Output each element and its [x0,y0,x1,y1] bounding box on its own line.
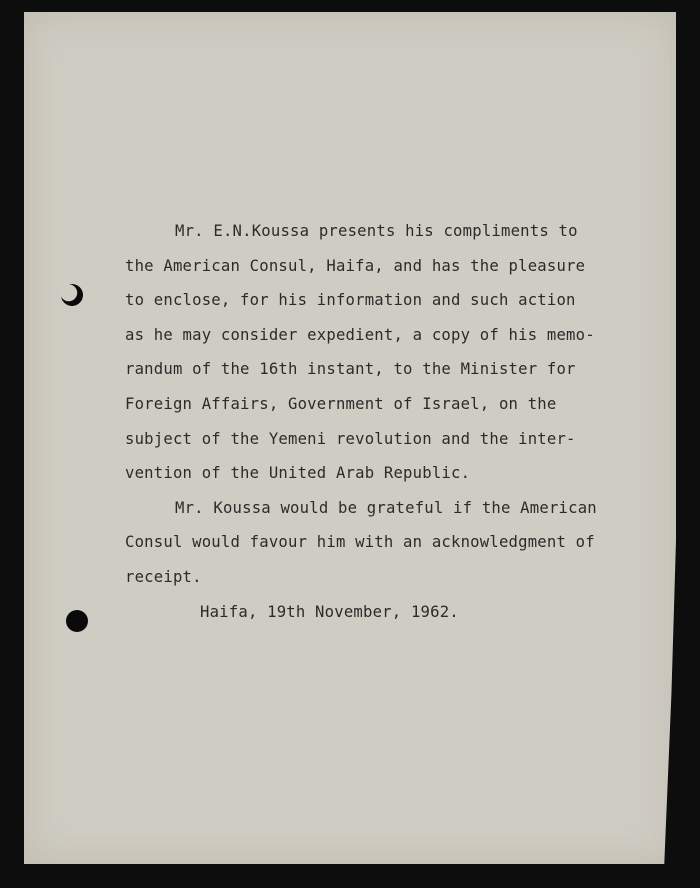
letter-body [125,214,665,629]
date-line: Haifa, 19th November, 1962. [200,602,459,621]
text-line: randum of the 16th instant, to the Minister for [125,360,576,379]
text-line: to enclose, for his information and such action [125,291,576,310]
text-line: subject of the Yemeni revolution and the inter- [125,429,576,448]
punch-hole-top [61,284,83,306]
text-line: receipt. [125,567,202,586]
paragraph-1 [125,214,665,491]
text-line: vention of the United Arab Republic. [125,464,471,483]
text-line: as he may consider expedient, a copy of his memo- [125,325,595,344]
text-line: Mr. Koussa would be grateful if the American [175,498,597,517]
punch-hole-bottom [66,610,88,632]
text-line: Foreign Affairs, Government of Israel, on the [125,394,557,413]
text-line: Mr. E.N.Koussa presents his compliments to [175,222,578,240]
text-line: the American Consul, Haifa, and has the pleasure [125,256,586,275]
text-line: Consul would favour him with an acknowledgment of [125,533,595,552]
paragraph-2 [125,491,665,595]
